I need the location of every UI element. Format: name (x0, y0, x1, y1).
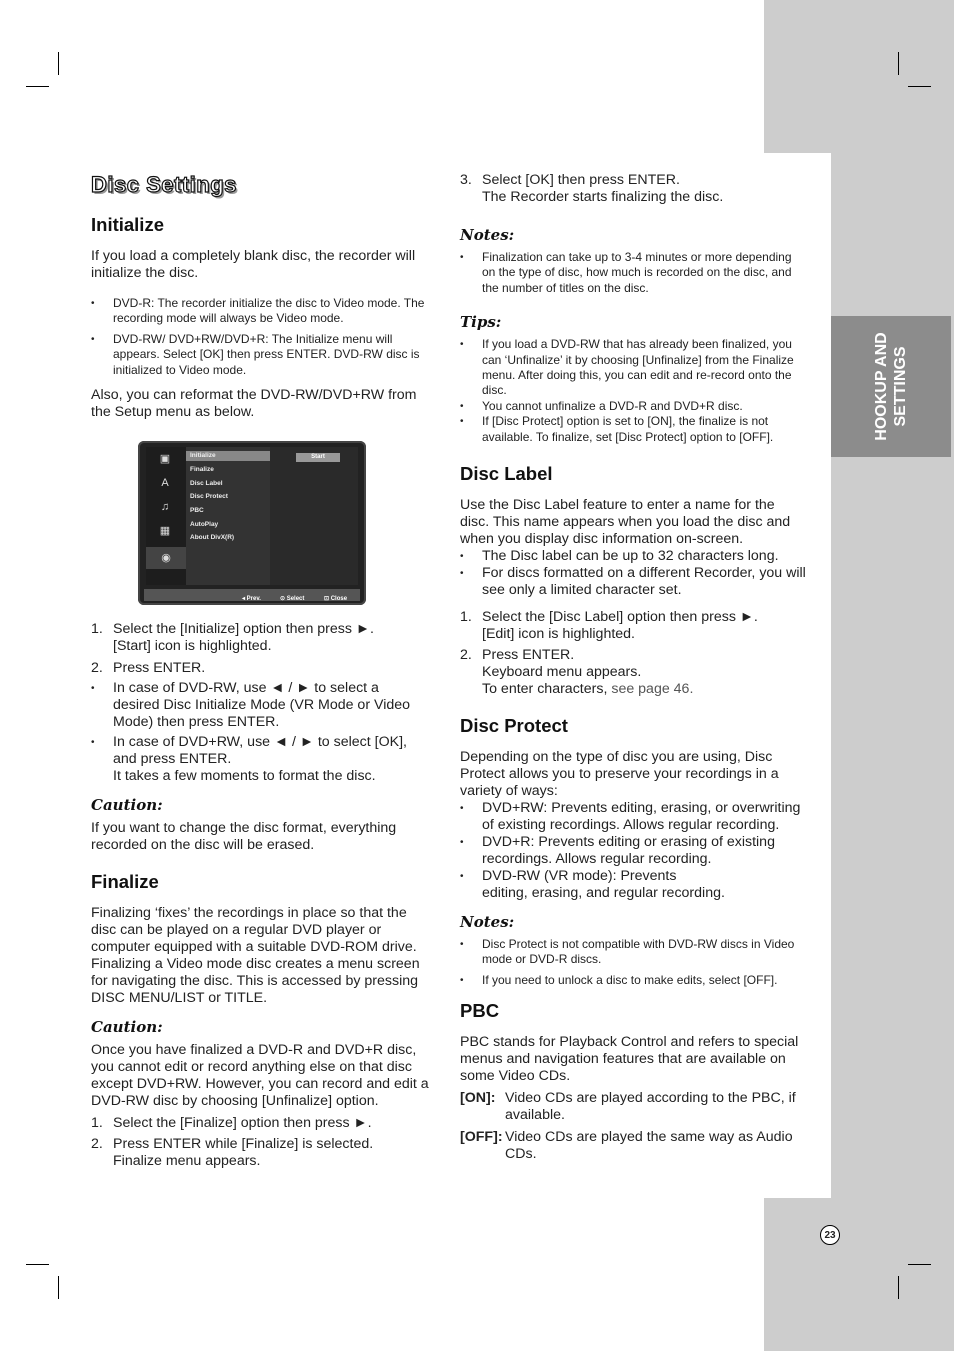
step-text: Select [OK] then press ENTER. (482, 172, 680, 188)
step-text (482, 681, 806, 698)
pbc-heading: PBC (460, 1000, 500, 1022)
initialize-intro: If you load a completely blank disc, the recorder will initialize the disc. (91, 248, 416, 281)
disc-icon: ◉ (146, 547, 186, 569)
step-number: 2. (91, 660, 103, 677)
list-item: • DVD-RW (VR mode): Prevents editing, erasing, and regular recording. (460, 868, 806, 902)
list-item: • If you load a DVD-RW that has already been finalized, you can ‘Unfinalize’ it by choosing [Unfinalize] from the Finalize menu. After doing this, you can edit and re-record onto the disc. (460, 337, 806, 399)
pbc-off-text: Video CDs are played the same way as Audio CDs. (505, 1129, 793, 1163)
disc-label-heading: Disc Label (460, 463, 553, 485)
page-number: 23 (820, 1225, 840, 1245)
pbc-text: PBC stands for Playback Control and refers to special menus and navigation features that are available on some Video CDs. (460, 1034, 799, 1085)
caution-text: If you want to change the disc format, everything recorded on the disc will be erased. (91, 820, 397, 854)
audio-icon: ♫ (160, 501, 170, 514)
osd-menu-item: PBC (190, 507, 204, 515)
step-number: 1. (460, 609, 472, 626)
initialize-step-2 (91, 660, 429, 677)
right-column (460, 172, 806, 1163)
step-number: 3. (460, 172, 472, 188)
bullet-text: It takes a few moments to format the disc. (113, 768, 376, 785)
caution-text: Once you have finalized a DVD-R and DVD+R disc, you cannot edit or record anything else on that disc except DVD+RW. However, you can record and edit a DVD-RW disc by choosing [Unfinalize] option. (91, 1042, 429, 1110)
step-text: Select the [Finalize] option then press ►. (113, 1115, 372, 1132)
list-item (91, 734, 429, 785)
list-item: • Disc Protect is not compatible with DVD-RW discs in Video mode or DVD-R discs. (460, 937, 806, 968)
section-tab (831, 316, 951, 457)
finalize-step-2 (91, 1136, 429, 1170)
disc-label-text: Use the Disc Label feature to enter a name for the disc. This name appears when you load the disc and when you display disc information on-screen. (460, 497, 791, 548)
step-text-part: To enter characters, (482, 681, 608, 698)
crop-mark (908, 1264, 931, 1265)
osd-icon-column (146, 447, 186, 585)
crop-mark (58, 52, 59, 75)
list-item: • For discs formatted on a different Recorder, you will see only a limited character set. (460, 565, 806, 599)
pbc-on-key: [ON]: (460, 1090, 496, 1107)
disc-label-step-1 (460, 609, 806, 643)
pbc-on-definition (460, 1090, 806, 1124)
step-text: Press ENTER. (482, 647, 575, 664)
step-text: Press ENTER. (113, 660, 206, 677)
crop-mark (898, 52, 899, 75)
list-item: • In case of DVD-RW, use ◄ / ► to select a desired Disc Initialize Mode (VR Mode or Video Mode) then press ENTER. (91, 680, 429, 731)
pbc-on-text: Video CDs are played according to the PBC, if available. (505, 1090, 796, 1124)
osd-menu-item: About DivX(R) (190, 534, 235, 542)
step-text: Select the [Initialize] option then press ►. (113, 621, 374, 638)
display-icon: ▣ (159, 453, 171, 466)
osd-menu-item: Finalize (190, 466, 214, 474)
side-band-bottom (764, 1198, 954, 1351)
list-item: • DVD-RW/ DVD+RW/DVD+R: The Initialize menu will appears. Select [OK] then press ENTER. DVD-RW disc is initialized to Video mode. (91, 332, 429, 378)
language-icon: A (161, 477, 169, 490)
initialize-step-1 (91, 621, 429, 655)
left-column (91, 170, 429, 1170)
page-reference-link[interactable]: see page 46. (611, 681, 694, 698)
step-number: 1. (91, 1115, 103, 1132)
side-band-top (764, 0, 954, 153)
finalize-text: Finalizing ‘fixes’ the recordings in place so that the disc can be played on a regular DVD player or computer equipped with a suitable DVD-ROM drive. Finalizing a Video mode disc creates a menu screen for navigating the disc. This is accessed by pressing DISC MENU/LIST or TITLE. (91, 905, 420, 1007)
step-text: [Start] icon is highlighted. (113, 638, 272, 655)
osd-footer (144, 589, 360, 601)
disc-protect-heading: Disc Protect (460, 715, 568, 737)
caution-heading: Caution: (91, 1018, 163, 1037)
list-item: • The Disc label can be up to 32 characters long. (460, 548, 806, 565)
osd-menu-item: Disc Protect (190, 493, 228, 501)
section-tab-line1: HOOKUP AND (873, 332, 890, 441)
finalize-heading: Finalize (91, 871, 159, 893)
finalize-notes (460, 250, 806, 296)
osd-select-label: ⊙ Select (280, 596, 305, 603)
crop-mark (908, 86, 931, 87)
setup-menu-screenshot (138, 441, 366, 605)
step-number: 2. (460, 647, 472, 664)
disc-protect-bullets (460, 800, 806, 902)
page-title: Disc Settings (91, 172, 237, 197)
finalize-tips (460, 337, 806, 445)
notes-heading: Notes: (460, 226, 515, 244)
disc-label-step-2 (460, 647, 806, 698)
notes-heading: Notes: (460, 913, 515, 932)
disc-label-bullets (460, 548, 806, 599)
osd-menu-item: Disc Label (190, 480, 223, 488)
finalize-step-3 (460, 172, 806, 206)
osd-menu-item: AutoPlay (190, 521, 219, 529)
list-item: • Finalization can take up to 3-4 minutes or more depending on the type of disc, how much is recorded on the disc, and the number of titles on the disc. (460, 250, 806, 296)
step-number: 1. (91, 621, 103, 638)
step-text: The Recorder starts finalizing the disc. (482, 189, 724, 205)
finalize-step-1 (91, 1115, 429, 1132)
disc-protect-notes (460, 937, 806, 988)
section-tab-line2: SETTINGS (892, 346, 909, 427)
list-item: • DVD+R: Prevents editing or erasing of existing recordings. Allows regular recording. (460, 834, 806, 868)
osd-close-label: ⊡ Close (324, 596, 348, 603)
list-item: • You cannot unfinalize a DVD-R and DVD+R disc. (460, 399, 806, 414)
crop-mark (898, 1276, 899, 1299)
list-item: • DVD+RW: Prevents editing, erasing, or overwriting of existing recordings. Allows regular recording. (460, 800, 806, 834)
initialize-bullets (91, 296, 429, 378)
pbc-off-key: [OFF]: (460, 1129, 503, 1146)
step-text: Select the [Disc Label] option then press ►. (482, 609, 758, 626)
crop-mark (26, 1264, 49, 1265)
osd-start-button: Start (296, 453, 340, 462)
film-icon: ▦ (159, 525, 171, 538)
pbc-off-definition (460, 1129, 806, 1163)
bullet-text: • In case of DVD+RW, use ◄ / ► to select [OK], and press ENTER. (113, 734, 407, 768)
crop-mark (26, 86, 49, 87)
side-band (831, 153, 954, 1198)
osd-prev-label: ◂ Prev. (242, 596, 261, 603)
osd-menu (186, 447, 270, 585)
initialize-heading: Initialize (91, 214, 164, 235)
step-text: Press ENTER while [Finalize] is selected. (113, 1136, 374, 1153)
step-text: Finalize menu appears. (113, 1153, 261, 1170)
initialize-mode-bullets (91, 680, 429, 785)
disc-protect-text: Depending on the type of disc you are using, Disc Protect allows you to preserve your recordings in a variety of ways: (460, 749, 779, 800)
tips-heading: Tips: (460, 313, 502, 332)
step-text: Keyboard menu appears. (482, 664, 642, 681)
step-text: [Edit] icon is highlighted. (482, 626, 636, 643)
osd-menu-item: Initialize (190, 452, 216, 460)
list-item: • If you need to unlock a disc to make edits, select [OFF]. (460, 973, 806, 988)
step-number: 2. (91, 1136, 103, 1153)
reformat-text: Also, you can reformat the DVD-RW/DVD+RW from the Setup menu as below. (91, 387, 417, 421)
list-item: • DVD-R: The recorder initialize the disc to Video mode. The recording mode will always be Video mode. (91, 296, 429, 327)
list-item: • If [Disc Protect] option is set to [ON], the finalize is not available. To finalize, set [Disc Protect] option to [OFF]. (460, 414, 806, 445)
caution-heading: Caution: (91, 796, 163, 815)
crop-mark (58, 1276, 59, 1299)
